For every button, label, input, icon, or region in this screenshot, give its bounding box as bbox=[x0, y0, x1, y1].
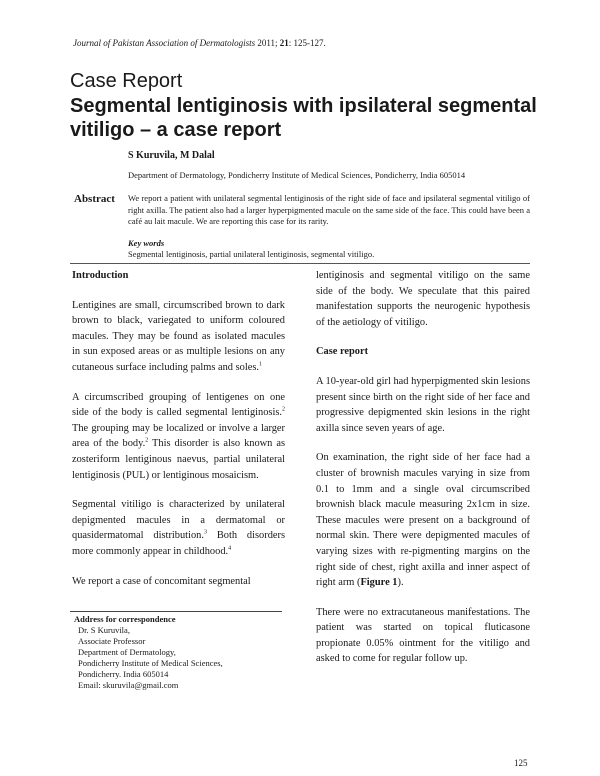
case-paragraph-3: There were no extracutaneous manifestations. The patient was started on topical fluticasone propionate 0.05% ointment for the vitiligo and asked to come for regular follow up. bbox=[316, 606, 530, 665]
case-report-heading: Case report bbox=[316, 346, 369, 358]
case-paragraph-1: A 10-year-old girl had hyperpigmented skin lesions present since birth on the right side of her face and progressive depigmented skin lesions in the right axilla since seven years of age. bbox=[316, 375, 530, 434]
introduction-heading: Introduction bbox=[72, 270, 129, 281]
article-authors: S Kuruvila, M Dalal bbox=[128, 150, 215, 161]
intro-paragraph-continued: lentiginosis and segmental vitiligo on the same side of the body. We speculate that this paired manifestation supports the neurogenic hypothesis of the aetiology of vitiligo. bbox=[316, 270, 530, 328]
header-divider bbox=[70, 263, 530, 264]
abstract-label: Abstract bbox=[74, 193, 115, 205]
intro-paragraph-1: Lentigines are small, circumscribed brown to dark brown to black, variegated to uniform coloured macules. They may be found as isolated macules in sun exposed areas or as multiple lesions on any cutaneous surface including palms and soles.$^1$ bbox=[72, 299, 285, 373]
intro-paragraph-4: We report a case of concomitant segmental bbox=[72, 575, 251, 587]
correspondence-line: Pondicherry Institute of Medical Sciences, bbox=[78, 658, 223, 668]
page-number: 125 bbox=[514, 758, 528, 768]
article-affiliation: Department of Dermatology, Pondicherry Institute of Medical Sciences, Pondicherry, India 605014 bbox=[128, 170, 466, 180]
case-paragraph-2: On examination, the right side of her face had a cluster of brownish macules varying in size from 0.1 to 1mm and a single oval circumscribed brownish black macule measuring 2x1cm in size. These macules were present on a background of normal skin. There were depigmented macules of varying sizes with re-pigmenting margins on the right side of chest, right axilla and inner aspect of right arm (Figure 1). bbox=[316, 452, 530, 589]
reference-marker: 2 bbox=[145, 437, 149, 444]
correspondence-line: Dr. S Kuruvila, bbox=[78, 625, 130, 635]
journal-citation bbox=[73, 38, 326, 48]
correspondence-line: Pondicherry. India 605014 bbox=[78, 669, 169, 679]
article-type: Case Report bbox=[70, 70, 183, 92]
intro-paragraph-3: Segmental vitiligo is characterized by unilateral depigmented macules in a dermatomal or quasidermatomal distribution.$^3$ Both disorders more commonly appear in childhood.$^4$ bbox=[72, 499, 286, 557]
keywords-label: Key words bbox=[128, 238, 165, 248]
reference-marker: 4 bbox=[228, 545, 232, 552]
correspondence-heading: Address for correspondence bbox=[74, 614, 176, 624]
journal-volume: 21 bbox=[279, 38, 289, 48]
journal-pages: : 125-127. bbox=[288, 38, 326, 48]
journal-year: 2011; bbox=[257, 38, 278, 48]
figure-reference: Figure 1 bbox=[360, 577, 398, 589]
abstract-text: We report a patient with unilateral segmental lentiginosis of the right side of face and ipsilateral segmental vitiligo of right axilla. The patient also had a larger hyperpigmented macule on the same side of the face. This could have been a café au lait macule. We are reporting this case for its rarity. bbox=[128, 193, 530, 226]
correspondence-box bbox=[70, 611, 282, 691]
reference-marker: 1 bbox=[258, 361, 262, 368]
article-title: Segmental lentiginosis with ipsilateral segmental vitiligo – a case report bbox=[70, 95, 537, 141]
right-column bbox=[316, 268, 530, 681]
reference-marker: 3 bbox=[203, 529, 207, 536]
intro-paragraph-2: A circumscribed grouping of lentigenes on one side of the body is called segmental lentiginosis.$^2$ The grouping may be localized or involve a larger area of the body.$^2$ This disorder is also known as zosteriform lentiginous naevus, partial unilateral lentiginosis (PUL) or lentiginous mosaicism. bbox=[72, 391, 285, 481]
correspondence-email: Email: skuruvila@gmail.com bbox=[78, 680, 179, 690]
correspondence-line: Department of Dermatology, bbox=[78, 647, 176, 657]
journal-name: Journal of Pakistan Association of Dermatologists bbox=[73, 38, 256, 48]
left-column bbox=[72, 268, 285, 603]
correspondence-line: Associate Professor bbox=[78, 636, 146, 646]
keywords-text: Segmental lentiginosis, partial unilateral lentiginosis, segmental vitiligo. bbox=[128, 249, 375, 259]
reference-marker: 2 bbox=[282, 406, 285, 413]
